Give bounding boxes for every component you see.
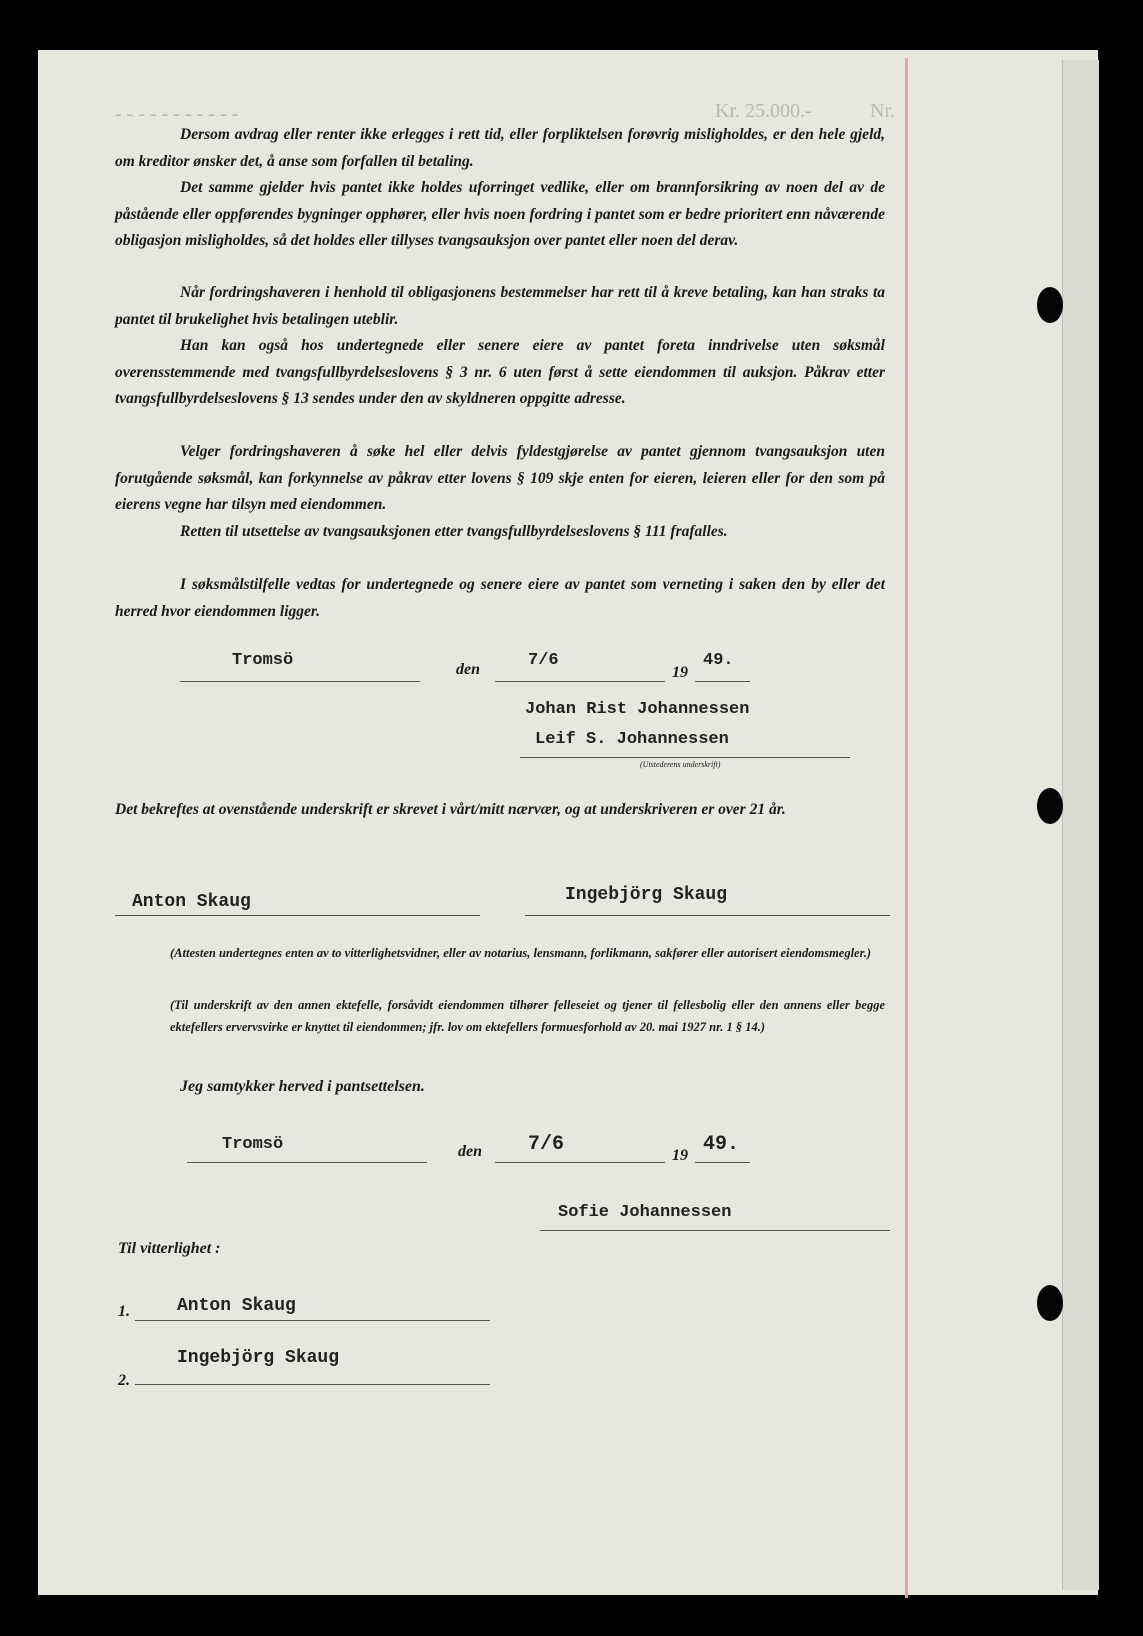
- clause-default: Dersom avdrag eller renter ikke erlegges i rett tid, eller forpliktelsen forøvrig misligholdes, er den hele gjeld, om kreditor ønsker det, å anse som forfallen til betaling.: [115, 126, 885, 170]
- consent-year: 49.: [703, 1133, 740, 1156]
- page-edge: [1062, 60, 1099, 1590]
- issuer-signature-2: Leif S. Johannessen: [535, 730, 729, 749]
- consent-date-line: [495, 1162, 665, 1163]
- den-label: den: [456, 661, 480, 678]
- year-prefix: 19: [672, 664, 688, 681]
- bleed-through-text: - - - - - - - - - - -: [115, 103, 239, 125]
- attestation-text: Det bekreftes at ovenstående underskrift er skrevet i vårt/mitt nærvær, og at underskriveren er over 21 år.: [115, 801, 786, 818]
- attestation-note: (Attesten undertegnes enten av to vitterlighetsvidner, eller av notarius, lensmann, forlikmann, sakfører eller autorisert eiendomsmegler.): [170, 946, 872, 960]
- punch-hole: [1037, 1285, 1063, 1321]
- year-line: [695, 681, 750, 682]
- signing-date: 7/6: [528, 651, 559, 670]
- punch-hole: [1037, 788, 1063, 824]
- signing-place: Tromsö: [232, 651, 294, 670]
- clause-collection: Han kan også hos undertegnede eller senere eiere av pantet foreta inndrivelse uten søksmål overensstemmende med tvangsfullbyrdelseslovens § 3 nr. 6 uten først å sette eiendommen til auksjon. Påkrav etter tvangsfullbyrdelseslovens § 13 sendes under den av skyldneren oppgitte adresse.: [115, 337, 885, 407]
- consent-place: Tromsö: [222, 1135, 284, 1154]
- clause-possession: Når fordringshaveren i henhold til obligasjonens bestemmelser har rett til å kreve betaling, kan han straks ta pantet til brukelighet hvis betalingen uteblir.: [115, 284, 885, 328]
- witness-label: Til vitterlighet :: [118, 1240, 221, 1257]
- final-witness-1: Anton Skaug: [177, 1296, 296, 1316]
- bleed-through-no: Nr.: [870, 100, 895, 122]
- consent-signature-line: [540, 1230, 890, 1231]
- witness-signature-1: Anton Skaug: [132, 892, 251, 912]
- consent-signature: Sofie Johannessen: [558, 1203, 732, 1222]
- final-witness-line-1: [135, 1320, 490, 1321]
- punch-hole: [1037, 287, 1063, 323]
- consent-year-line: [695, 1162, 750, 1163]
- witness-line-2: [525, 915, 890, 916]
- issuer-signature-1: Johan Rist Johannessen: [525, 700, 750, 719]
- witness-line-1: [115, 915, 480, 916]
- consent-text: Jeg samtykker herved i pantsettelsen.: [180, 1078, 425, 1095]
- place-line: [180, 681, 420, 682]
- margin-line: [905, 58, 908, 1598]
- consent-den-label: den: [458, 1143, 482, 1160]
- date-line: [495, 681, 665, 682]
- consent-place-line: [187, 1162, 427, 1163]
- consent-date: 7/6: [528, 1133, 565, 1156]
- clause-fire-insurance: Det samme gjelder hvis pantet ikke holdes uforringet vedlike, eller om brannforsikring av noen del av de påstående eller oppførendes bygninger opphører, eller hvis noen fordring i pantet som er bedre prioritert enn nåværende obligasjon misligholdes, så det holdes eller tillyses tvangsauksjon over pantet eller noen del derav.: [115, 179, 885, 249]
- bleed-through-amount: Kr. 25.000.-: [715, 100, 812, 122]
- final-witness-line-2: [135, 1384, 490, 1385]
- signature-caption: (Utstederens underskrift): [640, 760, 721, 769]
- signature-line: [520, 757, 850, 758]
- final-witness-2: Ingebjörg Skaug: [177, 1348, 340, 1368]
- clause-venue: I søksmålstilfelle vedtas for undertegnede og senere eiere av pantet som verneting i saken den by eller det herred hvor eiendommen ligger.: [115, 576, 885, 620]
- witness-number-1: 1.: [118, 1303, 130, 1320]
- clause-foreclosure: Velger fordringshaveren å søke hel eller delvis fyldestgjørelse av pantet gjennom tvangsauksjon uten forutgående søksmål, kan forkynnelse av påkrav etter lovens § 109 skje enten for eieren, leieren eller for den som på eierens vegne har tilsyn med eiendommen.: [115, 443, 885, 513]
- clause-postponement: Retten til utsettelse av tvangsauksjonen etter tvangsfullbyrdelseslovens § 111 frafalles.: [180, 523, 728, 540]
- consent-year-prefix: 19: [672, 1147, 688, 1164]
- spouse-note: (Til underskrift av den annen ektefelle, forsåvidt eiendommen tilhører felleseiet og tjener til fellesbolig eller den annens eller begge ektefellers ervervsvirke er knyttet til eiendommen; jfr. lov om ektefellers formuesforhold av 20. mai 1927 nr. 1 § 14.): [170, 998, 885, 1034]
- signing-year: 49.: [703, 651, 734, 670]
- witness-number-2: 2.: [118, 1372, 130, 1389]
- witness-signature-2: Ingebjörg Skaug: [565, 885, 728, 905]
